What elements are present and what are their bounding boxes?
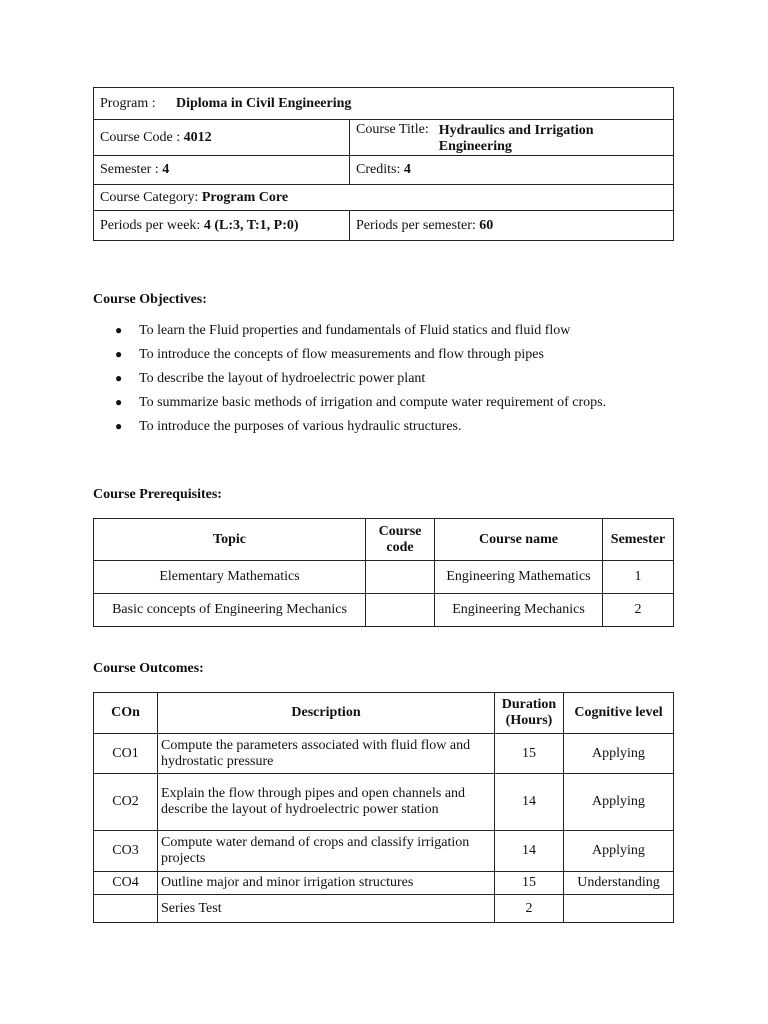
list-item: ● To summarize basic methods of irrigation and compute water requirement of crops. <box>115 395 607 410</box>
category-value: Program Core <box>201 189 289 205</box>
semester-cell: 1 <box>603 561 674 594</box>
cognitive-level-cell: Applying <box>564 774 674 831</box>
table-header-row <box>94 519 674 561</box>
bullet-icon: ● <box>115 395 123 409</box>
column-header: Course code <box>366 519 435 561</box>
periods-week-value: 4 (L:3, T:1, P:0) <box>203 217 299 233</box>
topic-cell: Elementary Mathematics <box>94 561 366 594</box>
column-header: Course name <box>435 519 603 561</box>
con-cell: CO1 <box>94 734 158 774</box>
description-cell: Compute the parameters associated with fluid flow and hydrostatic pressure <box>158 734 495 774</box>
prerequisites-table <box>93 518 674 627</box>
column-header: Topic <box>94 519 366 561</box>
duration-cell: 15 <box>495 734 564 774</box>
program-label: Program : <box>100 95 156 111</box>
course-info-table <box>93 87 674 241</box>
cognitive-level-cell: Applying <box>564 734 674 774</box>
semester-value: 4 <box>162 162 170 177</box>
bullet-icon: ● <box>115 347 123 361</box>
periods-semester-cell <box>350 211 674 241</box>
table-row <box>94 774 674 831</box>
course-title-label: Course Title: <box>356 122 429 137</box>
con-cell: CO2 <box>94 774 158 831</box>
category-cell <box>94 185 674 211</box>
duration-cell: 14 <box>495 831 564 872</box>
table-row <box>94 895 674 923</box>
cognitive-level-cell <box>564 895 674 923</box>
course-code-label: Course Code : <box>100 129 181 145</box>
list-item: ● To learn the Fluid properties and fundamentals of Fluid statics and fluid flow <box>115 323 571 338</box>
duration-cell: 14 <box>495 774 564 831</box>
credits-label: Credits: <box>356 162 401 177</box>
description-cell: Outline major and minor irrigation structures <box>158 872 495 895</box>
objectives-heading: Course Objectives: <box>93 292 207 307</box>
topic-cell: Basic concepts of Engineering Mechanics <box>94 594 366 627</box>
course-code-cell <box>94 120 350 156</box>
con-cell: CO3 <box>94 831 158 872</box>
code-cell <box>366 561 435 594</box>
course-title-cell <box>350 120 674 156</box>
duration-cell: 15 <box>495 872 564 895</box>
table-row <box>94 561 674 594</box>
cognitive-level-cell: Applying <box>564 831 674 872</box>
outcomes-table <box>93 692 674 923</box>
course-name-cell: Engineering Mathematics <box>435 561 603 594</box>
category-label: Course Category: <box>100 189 199 205</box>
course-title-value: Hydraulics and Irrigation Engineering <box>438 123 594 154</box>
column-header: COn <box>94 693 158 734</box>
course-name-cell: Engineering Mechanics <box>435 594 603 627</box>
program-value: Diploma in Civil Engineering <box>176 95 352 111</box>
periods-semester-value: 60 <box>479 217 494 233</box>
periods-semester-label: Periods per semester: <box>356 217 476 233</box>
con-cell <box>94 895 158 923</box>
code-cell <box>366 594 435 627</box>
program-cell <box>94 88 674 120</box>
table-row <box>94 594 674 627</box>
con-cell: CO4 <box>94 872 158 895</box>
bullet-icon: ● <box>115 323 123 337</box>
column-header: Cognitive level <box>564 693 674 734</box>
table-row <box>94 831 674 872</box>
description-cell: Series Test <box>158 895 495 923</box>
list-item: ● To introduce the concepts of flow measurements and flow through pipes <box>115 347 544 362</box>
semester-cell <box>94 156 350 185</box>
table-row <box>94 734 674 774</box>
column-header: Description <box>158 693 495 734</box>
list-item: ● To introduce the purposes of various hydraulic structures. <box>115 419 462 434</box>
table-row <box>94 872 674 895</box>
credits-cell <box>350 156 674 185</box>
periods-week-cell <box>94 211 350 241</box>
bullet-icon: ● <box>115 419 123 433</box>
column-header: Semester <box>603 519 674 561</box>
duration-cell: 2 <box>495 895 564 923</box>
course-code-value: 4012 <box>183 129 212 145</box>
cognitive-level-cell: Understanding <box>564 872 674 895</box>
column-header: Duration (Hours) <box>495 693 564 734</box>
outcomes-heading: Course Outcomes: <box>93 661 204 676</box>
semester-label: Semester : <box>100 162 159 177</box>
objectives-list <box>93 322 653 442</box>
description-cell: Explain the flow through pipes and open channels and describe the layout of hydroelectric power station <box>158 774 495 831</box>
prerequisites-heading: Course Prerequisites: <box>93 487 222 502</box>
list-item: ● To describe the layout of hydroelectric power plant <box>115 371 426 386</box>
bullet-icon: ● <box>115 371 123 385</box>
credits-value: 4 <box>403 162 411 177</box>
table-header-row <box>94 693 674 734</box>
periods-week-label: Periods per week: <box>100 217 201 233</box>
semester-cell: 2 <box>603 594 674 627</box>
description-cell: Compute water demand of crops and classify irrigation projects <box>158 831 495 872</box>
